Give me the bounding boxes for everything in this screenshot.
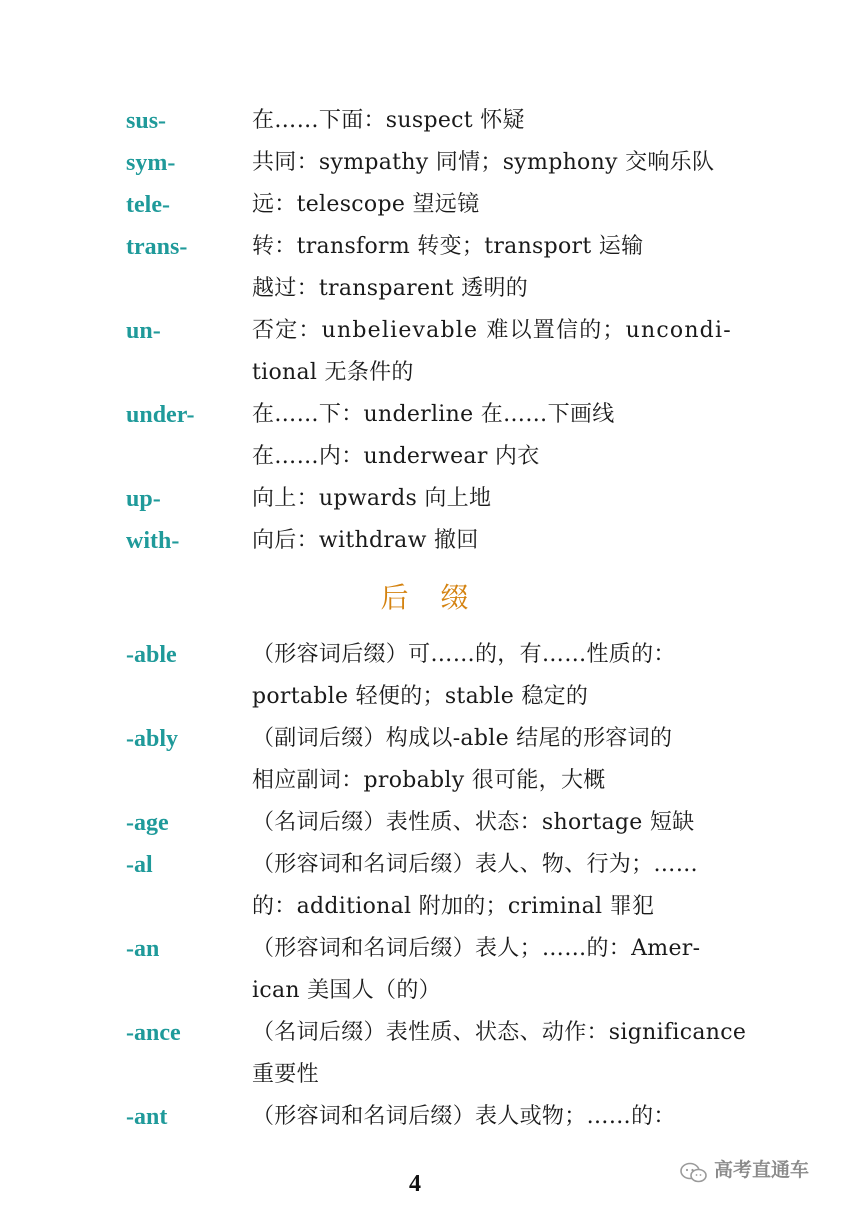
definition-line: （副词后缀）构成以-able 结尾的形容词的 (252, 726, 673, 751)
prefix-list (0, 100, 851, 562)
definition-line: portable 轻便的；stable 稳定的 (252, 684, 589, 709)
wechat-icon (680, 1159, 708, 1181)
definition-line: 否定：unbelievable 难以置信的；uncondi- (252, 318, 732, 343)
definition-line: ican 美国人（的） (252, 978, 441, 1003)
entry-trans (0, 226, 851, 310)
watermark-text: 高考直通车 (714, 1159, 810, 1181)
definition-line: tional 无条件的 (252, 360, 414, 385)
watermark (680, 1150, 809, 1190)
affix-label: -al (126, 852, 153, 878)
entry-al (0, 844, 851, 928)
definition-line: 的：additional 附加的；criminal 罪犯 (252, 894, 655, 919)
affix-label: tele- (126, 192, 170, 218)
affix-label: -ance (126, 1020, 181, 1046)
section-title-suffixes: 后 缀 (380, 581, 471, 614)
definition-line: 重要性 (252, 1062, 319, 1087)
suffix-list (0, 634, 851, 1138)
definition-line: （名词后缀）表性质、状态、动作：significance (252, 1020, 747, 1045)
definition-line: （形容词和名词后缀）表人或物；……的： (252, 1104, 676, 1129)
affix-label: -able (126, 642, 177, 668)
entry-ance (0, 1012, 851, 1096)
affix-label: up- (126, 486, 161, 512)
definition-line: （形容词和名词后缀）表人；……的：Amer- (252, 936, 701, 961)
definition-line: （名词后缀）表性质、状态：shortage 短缺 (252, 810, 695, 835)
affix-label: trans- (126, 234, 188, 260)
definition-line: 相应副词：probably 很可能，大概 (252, 768, 606, 793)
definition-line: 在……内：underwear 内衣 (252, 444, 540, 469)
affix-label: -an (126, 936, 160, 962)
affix-label: under- (126, 402, 195, 428)
definition-line: 在……下面：suspect 怀疑 (252, 108, 525, 133)
entry-able (0, 634, 851, 718)
entry-tele (0, 184, 851, 226)
entry-ably (0, 718, 851, 802)
affix-label: with- (126, 528, 180, 554)
affix-label: -ably (126, 726, 179, 752)
affix-label: -ant (126, 1104, 168, 1130)
definition-line: 在……下：underline 在……下画线 (252, 402, 615, 427)
entry-with (0, 520, 851, 562)
entry-age (0, 802, 851, 844)
definition-line: （形容词和名词后缀）表人、物、行为；…… (252, 852, 699, 877)
entry-up (0, 478, 851, 520)
entry-sus (0, 100, 851, 142)
page-number: 4 (409, 1171, 421, 1197)
affix-label: -age (126, 810, 169, 836)
affix-label: sym- (126, 150, 176, 176)
definition-line: 远：telescope 望远镜 (252, 192, 480, 217)
entry-un (0, 310, 851, 394)
affix-label: sus- (126, 108, 167, 134)
definition-line: （形容词后缀）可……的，有……性质的： (252, 642, 676, 667)
entry-under (0, 394, 851, 478)
definition-line: 越过：transparent 透明的 (252, 276, 529, 301)
definition-line: 向后：withdraw 撤回 (252, 528, 479, 553)
entry-an (0, 928, 851, 1012)
entry-sym (0, 142, 851, 184)
definition-line: 转：transform 转变；transport 运输 (252, 234, 644, 259)
definition-line: 共同：sympathy 同情；symphony 交响乐队 (252, 150, 715, 175)
definition-line: 向上：upwards 向上地 (252, 486, 492, 511)
entry-ant (0, 1096, 851, 1138)
affix-label: un- (126, 318, 161, 344)
